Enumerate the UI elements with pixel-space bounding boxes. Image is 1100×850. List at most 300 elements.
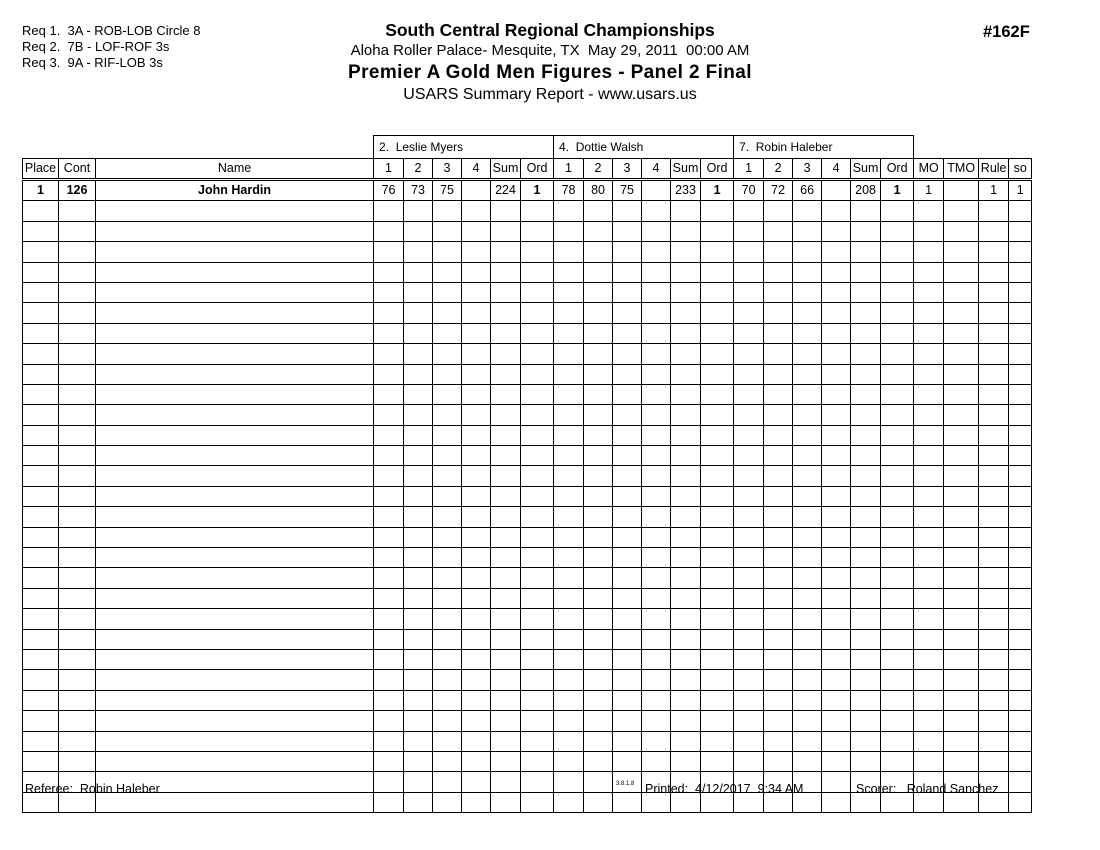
score-cell bbox=[822, 262, 851, 282]
empty-name-cell bbox=[96, 323, 374, 343]
score-cell bbox=[374, 568, 404, 588]
col-header-judge3-2: 2 bbox=[764, 159, 793, 180]
score-cell bbox=[462, 792, 491, 812]
sum-cell bbox=[851, 282, 881, 302]
score-cell bbox=[793, 466, 822, 486]
rule-cell bbox=[979, 282, 1009, 302]
so-cell bbox=[1009, 303, 1032, 323]
score-cell bbox=[584, 364, 613, 384]
ordinal-cell bbox=[521, 649, 554, 669]
score-cell bbox=[822, 670, 851, 690]
col-header-judge3-3: 3 bbox=[793, 159, 822, 180]
score-cell bbox=[584, 751, 613, 771]
score-cell bbox=[554, 201, 584, 221]
empty-cont-cell bbox=[59, 425, 96, 445]
sum-cell bbox=[671, 731, 701, 751]
sum-cell bbox=[851, 629, 881, 649]
score-cell bbox=[734, 507, 764, 527]
so-cell bbox=[1009, 772, 1032, 792]
score-cell bbox=[793, 711, 822, 731]
score-cell bbox=[613, 221, 642, 241]
empty-place-cell bbox=[23, 548, 59, 568]
empty-name-cell bbox=[96, 364, 374, 384]
empty-name-cell bbox=[96, 568, 374, 588]
sum-cell bbox=[851, 568, 881, 588]
score-cell bbox=[734, 303, 764, 323]
score-cell bbox=[642, 201, 671, 221]
score-cell bbox=[734, 466, 764, 486]
score-cell bbox=[404, 201, 433, 221]
score-cell bbox=[404, 364, 433, 384]
score-cell bbox=[613, 711, 642, 731]
empty-cont-cell bbox=[59, 344, 96, 364]
ordinal-cell bbox=[521, 527, 554, 547]
score-cell bbox=[404, 670, 433, 690]
score-cell bbox=[404, 262, 433, 282]
empty-cont-cell bbox=[59, 527, 96, 547]
score-cell bbox=[462, 303, 491, 323]
score-cell bbox=[642, 405, 671, 425]
sum-cell bbox=[671, 364, 701, 384]
mo-cell bbox=[914, 384, 944, 404]
mo-cell bbox=[914, 649, 944, 669]
score-cell bbox=[462, 282, 491, 302]
tmo-cell bbox=[944, 670, 979, 690]
score-cell bbox=[462, 242, 491, 262]
sum-cell bbox=[491, 772, 521, 792]
empty-cont-cell bbox=[59, 751, 96, 771]
ordinal-cell bbox=[521, 731, 554, 751]
score-cell bbox=[734, 405, 764, 425]
tmo-cell bbox=[944, 282, 979, 302]
col-header-judge2-sum: Sum bbox=[671, 159, 701, 180]
mo-cell bbox=[914, 466, 944, 486]
sum-cell bbox=[491, 751, 521, 771]
mo-cell bbox=[914, 303, 944, 323]
ordinal-cell bbox=[701, 751, 734, 771]
sum-cell bbox=[851, 649, 881, 669]
sum-cell bbox=[851, 690, 881, 710]
sum-cell bbox=[671, 282, 701, 302]
ordinal-cell bbox=[881, 262, 914, 282]
score-cell bbox=[404, 588, 433, 608]
score-cell bbox=[554, 425, 584, 445]
score-cell bbox=[822, 425, 851, 445]
empty-name-cell bbox=[96, 384, 374, 404]
ordinal-cell bbox=[521, 466, 554, 486]
col-header-name: Name bbox=[96, 159, 374, 180]
sum-cell bbox=[851, 507, 881, 527]
mo-cell bbox=[914, 527, 944, 547]
empty-name-cell bbox=[96, 446, 374, 466]
score-cell bbox=[793, 527, 822, 547]
score-cell bbox=[584, 486, 613, 506]
score-cell: 70 bbox=[734, 180, 764, 201]
score-cell bbox=[642, 344, 671, 364]
score-cell bbox=[554, 364, 584, 384]
score-cell bbox=[822, 609, 851, 629]
col-header-judge3-4: 4 bbox=[822, 159, 851, 180]
empty-place-cell bbox=[23, 303, 59, 323]
empty-cont-cell bbox=[59, 405, 96, 425]
score-cell bbox=[462, 180, 491, 201]
score-cell bbox=[433, 323, 462, 343]
empty-place-cell bbox=[23, 711, 59, 731]
sum-cell bbox=[671, 201, 701, 221]
score-cell: 76 bbox=[374, 180, 404, 201]
sum-cell bbox=[851, 242, 881, 262]
sum-cell bbox=[671, 711, 701, 731]
score-cell bbox=[404, 731, 433, 751]
empty-name-cell bbox=[96, 548, 374, 568]
score-cell bbox=[584, 568, 613, 588]
score-cell bbox=[584, 588, 613, 608]
sum-cell bbox=[671, 242, 701, 262]
score-cell bbox=[822, 466, 851, 486]
sum-cell bbox=[491, 670, 521, 690]
col-header-cont: Cont bbox=[59, 159, 96, 180]
score-cell bbox=[433, 303, 462, 323]
rule-cell bbox=[979, 527, 1009, 547]
score-cell bbox=[433, 670, 462, 690]
sum-cell bbox=[851, 548, 881, 568]
ordinal-cell bbox=[881, 548, 914, 568]
mo-cell bbox=[914, 344, 944, 364]
col-header-judge3-ord: Ord bbox=[881, 159, 914, 180]
ordinal-cell bbox=[521, 568, 554, 588]
score-cell bbox=[613, 405, 642, 425]
so-cell bbox=[1009, 690, 1032, 710]
rule-cell bbox=[979, 507, 1009, 527]
score-cell bbox=[822, 486, 851, 506]
score-cell bbox=[374, 711, 404, 731]
ordinal-cell bbox=[881, 690, 914, 710]
tmo-cell bbox=[944, 425, 979, 445]
empty-cont-cell bbox=[59, 221, 96, 241]
score-cell bbox=[404, 344, 433, 364]
score-cell bbox=[793, 242, 822, 262]
ordinal-cell bbox=[881, 425, 914, 445]
score-cell bbox=[554, 486, 584, 506]
sum-cell bbox=[851, 323, 881, 343]
empty-place-cell bbox=[23, 670, 59, 690]
score-cell bbox=[613, 731, 642, 751]
score-table bbox=[22, 135, 1032, 813]
score-cell bbox=[554, 649, 584, 669]
empty-place-cell bbox=[23, 507, 59, 527]
score-cell bbox=[433, 609, 462, 629]
col-header-judge1-2: 2 bbox=[404, 159, 433, 180]
tmo-cell bbox=[944, 242, 979, 262]
ordinal-cell: 1 bbox=[701, 180, 734, 201]
score-cell bbox=[554, 242, 584, 262]
score-cell bbox=[584, 711, 613, 731]
empty-place-cell bbox=[23, 731, 59, 751]
score-cell bbox=[734, 201, 764, 221]
empty-name-cell bbox=[96, 731, 374, 751]
score-cell bbox=[433, 649, 462, 669]
score-cell bbox=[374, 221, 404, 241]
tmo-cell bbox=[944, 751, 979, 771]
score-cell bbox=[433, 282, 462, 302]
tmo-cell bbox=[944, 405, 979, 425]
rule-cell bbox=[979, 670, 1009, 690]
printed-line: Printed: 4/12/2017 9:34 AM bbox=[645, 782, 804, 796]
score-cell bbox=[584, 792, 613, 812]
ordinal-cell bbox=[881, 344, 914, 364]
ordinal-cell bbox=[701, 670, 734, 690]
score-cell bbox=[764, 323, 793, 343]
so-cell bbox=[1009, 711, 1032, 731]
ordinal-cell bbox=[521, 446, 554, 466]
empty-cont-cell bbox=[59, 201, 96, 221]
score-cell bbox=[462, 384, 491, 404]
score-cell bbox=[433, 711, 462, 731]
so-cell bbox=[1009, 507, 1032, 527]
sum-cell bbox=[851, 751, 881, 771]
score-cell bbox=[462, 690, 491, 710]
score-cell bbox=[374, 486, 404, 506]
score-cell bbox=[734, 262, 764, 282]
score-cell bbox=[554, 323, 584, 343]
sum-cell bbox=[671, 446, 701, 466]
score-cell bbox=[764, 384, 793, 404]
judge-name-1: 2. Leslie Myers bbox=[374, 136, 554, 159]
score-cell bbox=[374, 751, 404, 771]
sum-cell bbox=[851, 405, 881, 425]
rule-cell bbox=[979, 711, 1009, 731]
mo-cell bbox=[914, 568, 944, 588]
score-cell bbox=[462, 548, 491, 568]
empty-name-cell bbox=[96, 629, 374, 649]
score-cell bbox=[793, 690, 822, 710]
ordinal-cell bbox=[701, 568, 734, 588]
mo-cell bbox=[914, 588, 944, 608]
sum-cell bbox=[851, 221, 881, 241]
sum-cell bbox=[851, 527, 881, 547]
ordinal-cell bbox=[881, 364, 914, 384]
sum-cell bbox=[851, 588, 881, 608]
score-cell bbox=[822, 323, 851, 343]
score-cell bbox=[793, 548, 822, 568]
empty-cont-cell bbox=[59, 609, 96, 629]
empty-name-cell bbox=[96, 527, 374, 547]
col-header-judge2-4: 4 bbox=[642, 159, 671, 180]
score-cell bbox=[374, 527, 404, 547]
score-cell bbox=[734, 384, 764, 404]
so-cell bbox=[1009, 609, 1032, 629]
empty-place-cell bbox=[23, 425, 59, 445]
score-cell bbox=[374, 201, 404, 221]
score-cell bbox=[462, 649, 491, 669]
sum-cell bbox=[671, 221, 701, 241]
sum-cell bbox=[671, 303, 701, 323]
ordinal-cell bbox=[881, 568, 914, 588]
score-cell bbox=[462, 466, 491, 486]
score-cell bbox=[642, 507, 671, 527]
ordinal-cell bbox=[881, 751, 914, 771]
empty-place-cell bbox=[23, 751, 59, 771]
sum-cell bbox=[491, 690, 521, 710]
sum-cell bbox=[851, 384, 881, 404]
score-cell bbox=[822, 282, 851, 302]
empty-place-cell bbox=[23, 629, 59, 649]
ordinal-cell bbox=[521, 282, 554, 302]
col-header-judge1-1: 1 bbox=[374, 159, 404, 180]
score-cell bbox=[433, 548, 462, 568]
score-cell bbox=[374, 425, 404, 445]
empty-cont-cell bbox=[59, 364, 96, 384]
empty-place-cell bbox=[23, 690, 59, 710]
score-cell bbox=[462, 201, 491, 221]
score-cell bbox=[613, 242, 642, 262]
rule-cell bbox=[979, 486, 1009, 506]
score-cell bbox=[764, 527, 793, 547]
score-cell bbox=[584, 425, 613, 445]
rule-cell bbox=[979, 690, 1009, 710]
score-cell bbox=[822, 344, 851, 364]
score-cell bbox=[613, 282, 642, 302]
score-cell bbox=[433, 527, 462, 547]
empty-name-cell bbox=[96, 405, 374, 425]
score-cell bbox=[554, 466, 584, 486]
mo-cell bbox=[914, 731, 944, 751]
score-cell bbox=[642, 384, 671, 404]
rule-cell bbox=[979, 466, 1009, 486]
score-cell bbox=[554, 690, 584, 710]
sum-cell bbox=[491, 711, 521, 731]
score-cell bbox=[613, 649, 642, 669]
ordinal-cell bbox=[701, 466, 734, 486]
score-cell bbox=[554, 405, 584, 425]
ordinal-cell bbox=[881, 486, 914, 506]
sum-cell bbox=[671, 507, 701, 527]
score-cell bbox=[793, 303, 822, 323]
score-cell bbox=[433, 262, 462, 282]
score-cell bbox=[764, 425, 793, 445]
requirement-line-1: Req 1. 3A - ROB-LOB Circle 8 bbox=[22, 23, 201, 38]
score-cell bbox=[462, 446, 491, 466]
score-cell bbox=[584, 772, 613, 792]
col-header-judge1-ord: Ord bbox=[521, 159, 554, 180]
ordinal-cell bbox=[881, 588, 914, 608]
judge-row-right-spacer bbox=[914, 136, 1032, 159]
so-cell bbox=[1009, 527, 1032, 547]
sum-cell bbox=[851, 425, 881, 445]
score-cell bbox=[793, 486, 822, 506]
sum-cell bbox=[491, 262, 521, 282]
rule-cell bbox=[979, 242, 1009, 262]
tmo-cell bbox=[944, 507, 979, 527]
report-header bbox=[0, 20, 1100, 105]
score-cell bbox=[734, 344, 764, 364]
ordinal-cell bbox=[881, 221, 914, 241]
sum-cell bbox=[851, 364, 881, 384]
score-cell bbox=[764, 588, 793, 608]
score-cell bbox=[642, 731, 671, 751]
contestant-number-cell: 126 bbox=[59, 180, 96, 201]
score-cell bbox=[642, 282, 671, 302]
col-header-mo: MO bbox=[914, 159, 944, 180]
score-cell bbox=[734, 629, 764, 649]
score-cell bbox=[374, 446, 404, 466]
ordinal-cell bbox=[521, 242, 554, 262]
ordinal-cell bbox=[701, 405, 734, 425]
empty-place-cell bbox=[23, 242, 59, 262]
empty-name-cell bbox=[96, 282, 374, 302]
empty-place-cell bbox=[23, 568, 59, 588]
score-cell bbox=[613, 466, 642, 486]
ordinal-cell bbox=[701, 711, 734, 731]
score-cell bbox=[554, 446, 584, 466]
rule-cell bbox=[979, 446, 1009, 466]
score-cell bbox=[554, 588, 584, 608]
score-cell bbox=[764, 548, 793, 568]
so-cell: 1 bbox=[1009, 180, 1032, 201]
score-cell bbox=[404, 629, 433, 649]
score-cell bbox=[462, 609, 491, 629]
score-cell bbox=[734, 486, 764, 506]
so-cell bbox=[1009, 731, 1032, 751]
sum-cell bbox=[491, 221, 521, 241]
score-cell bbox=[642, 364, 671, 384]
tmo-cell bbox=[944, 527, 979, 547]
requirement-line-3: Req 3. 9A - RIF-LOB 3s bbox=[22, 55, 163, 70]
ordinal-cell bbox=[521, 711, 554, 731]
score-cell bbox=[734, 548, 764, 568]
ordinal-cell bbox=[701, 609, 734, 629]
score-cell bbox=[793, 323, 822, 343]
empty-name-cell bbox=[96, 466, 374, 486]
score-cell bbox=[404, 405, 433, 425]
score-cell bbox=[734, 446, 764, 466]
sum-cell bbox=[491, 282, 521, 302]
score-cell bbox=[584, 690, 613, 710]
score-cell bbox=[433, 792, 462, 812]
score-cell bbox=[584, 282, 613, 302]
ordinal-cell bbox=[521, 588, 554, 608]
score-cell bbox=[404, 527, 433, 547]
sum-cell bbox=[851, 344, 881, 364]
rule-cell bbox=[979, 344, 1009, 364]
score-cell bbox=[764, 670, 793, 690]
place-cell: 1 bbox=[23, 180, 59, 201]
score-cell bbox=[613, 588, 642, 608]
score-cell bbox=[793, 405, 822, 425]
empty-cont-cell bbox=[59, 446, 96, 466]
mo-cell bbox=[914, 425, 944, 445]
mo-cell bbox=[914, 323, 944, 343]
score-cell bbox=[642, 568, 671, 588]
score-cell bbox=[793, 629, 822, 649]
empty-name-cell bbox=[96, 690, 374, 710]
empty-name-cell bbox=[96, 262, 374, 282]
sum-cell bbox=[671, 568, 701, 588]
rule-cell bbox=[979, 323, 1009, 343]
score-cell bbox=[793, 507, 822, 527]
score-cell bbox=[404, 507, 433, 527]
score-cell bbox=[584, 323, 613, 343]
score-cell bbox=[613, 262, 642, 282]
col-header-judge2-ord: Ord bbox=[701, 159, 734, 180]
score-cell bbox=[462, 670, 491, 690]
score-cell bbox=[642, 323, 671, 343]
sum-cell bbox=[491, 446, 521, 466]
so-cell bbox=[1009, 466, 1032, 486]
so-cell bbox=[1009, 405, 1032, 425]
score-cell bbox=[764, 201, 793, 221]
ordinal-cell bbox=[701, 384, 734, 404]
